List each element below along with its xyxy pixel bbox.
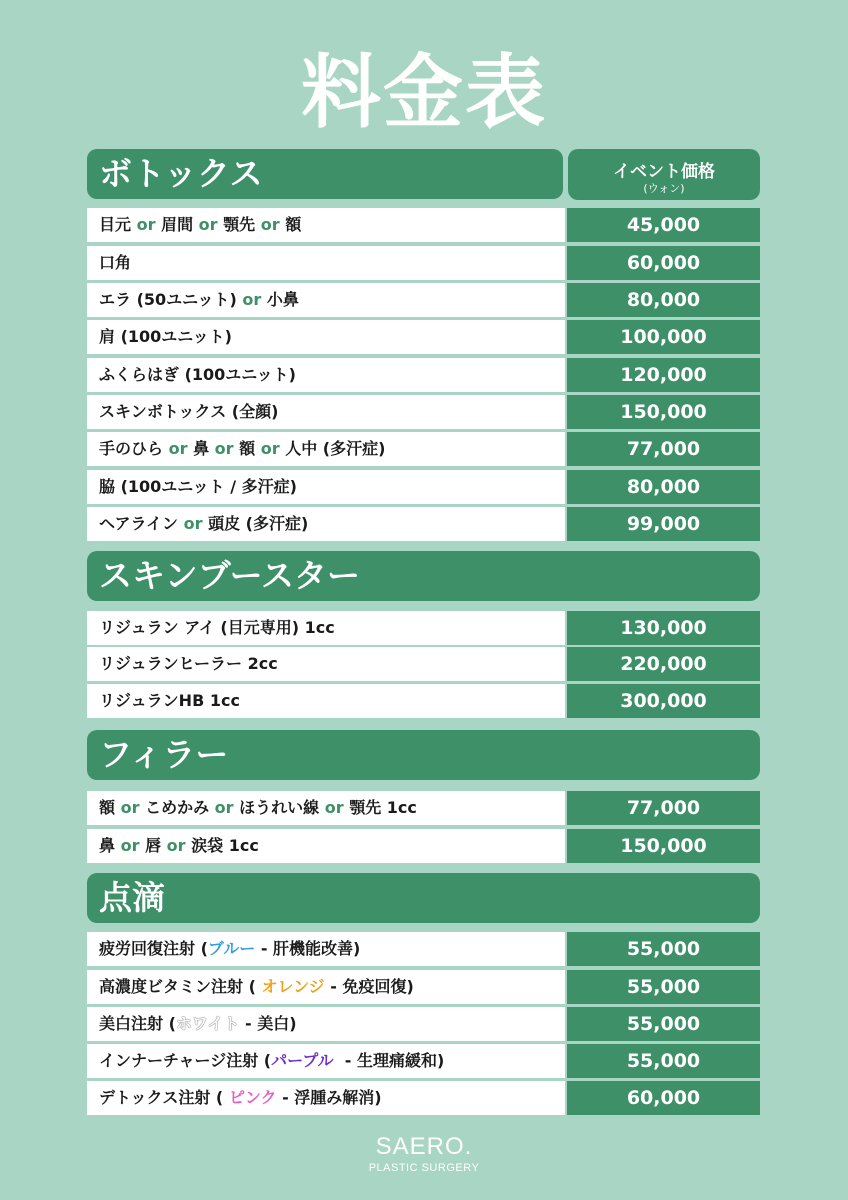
color-word-purple: パープル [271, 1051, 334, 1070]
treatment-name: リジュランヒーラー 2cc [87, 647, 565, 681]
event-price: 80,000 [567, 470, 760, 504]
treatment-name: ヘアライン or 頭皮 (多汗症) [87, 507, 565, 541]
or-separator: or [260, 215, 280, 234]
event-price: 77,000 [567, 791, 760, 825]
table-row [87, 1081, 760, 1115]
table-row [87, 1007, 760, 1041]
event-price: 55,000 [567, 1044, 760, 1078]
table-row [87, 970, 760, 1004]
event-price: 99,000 [567, 507, 760, 541]
table-row [87, 470, 760, 504]
treatment-name: 美白注射 (ホワイト - 美白) [87, 1007, 565, 1041]
or-separator: or [136, 215, 156, 234]
event-price: 150,000 [567, 829, 760, 863]
section-header-botox [87, 149, 563, 199]
table-row [87, 432, 760, 466]
table-row [87, 507, 760, 541]
color-word-white: ホワイト [175, 1014, 240, 1033]
treatment-name: リジュランHB 1cc [87, 684, 565, 718]
treatment-name: 疲労回復注射 (ブルー - 肝機能改善) [87, 932, 565, 966]
or-separator: or [260, 439, 280, 458]
treatment-name: 手のひら or 鼻 or 額 or 人中 (多汗症) [87, 432, 565, 466]
table-row [87, 611, 760, 645]
color-word-blue: ブルー [207, 939, 256, 958]
event-price-header [568, 149, 760, 200]
table-row [87, 684, 760, 718]
or-separator: or [242, 290, 262, 309]
section-header-skin-booster [87, 551, 760, 601]
color-word-orange: オレンジ [261, 977, 325, 996]
section-header-iv-drip [87, 873, 760, 923]
page-title: 料金表 [301, 46, 547, 139]
event-price: 77,000 [567, 432, 760, 466]
event-price: 150,000 [567, 395, 760, 429]
treatment-name: 肩 (100ユニット) [87, 320, 565, 354]
treatment-name: スキンボトックス (全顔) [87, 395, 565, 429]
treatment-name: 口角 [87, 246, 565, 280]
or-separator: or [214, 439, 234, 458]
treatment-name: 高濃度ビタミン注射 ( オレンジ - 免疫回復) [87, 970, 565, 1004]
treatment-name: 額 or こめかみ or ほうれい線 or 顎先 1cc [87, 791, 565, 825]
event-price: 60,000 [567, 1081, 760, 1115]
logo-subtitle: PLASTIC SURGERY [368, 1162, 480, 1174]
treatment-name: 鼻 or 唇 or 涙袋 1cc [87, 829, 565, 863]
or-separator: or [198, 215, 218, 234]
or-separator: or [120, 836, 140, 855]
event-price: 55,000 [567, 1007, 760, 1041]
section-title: ボトックス [99, 154, 263, 193]
event-price: 80,000 [567, 283, 760, 317]
or-separator: or [324, 798, 344, 817]
color-word-pink: ピンク [228, 1088, 277, 1107]
table-row [87, 320, 760, 354]
treatment-name: リジュラン アイ (目元専用) 1cc [87, 611, 565, 645]
table-row [87, 283, 760, 317]
or-separator: or [168, 439, 188, 458]
logo-brand: SAERO. [375, 1133, 473, 1160]
section-title: 点滴 [99, 878, 165, 917]
event-price: 60,000 [567, 246, 760, 280]
treatment-name: 脇 (100ユニット / 多汗症) [87, 470, 565, 504]
event-price: 220,000 [567, 647, 760, 681]
clinic-logo [0, 1133, 848, 1174]
table-row [87, 647, 760, 681]
section-header-filler [87, 730, 760, 780]
table-row [87, 208, 760, 242]
treatment-name: 目元 or 眉間 or 顎先 or 額 [87, 208, 565, 242]
event-price: 45,000 [567, 208, 760, 242]
table-row [87, 829, 760, 863]
table-row [87, 1044, 760, 1078]
or-separator: or [214, 798, 234, 817]
treatment-name: インナーチャージ注射 (パープル - 生理痛緩和) [87, 1044, 565, 1078]
event-price-label: イベント価格 [613, 162, 715, 182]
treatment-name: エラ (50ユニット) or 小鼻 [87, 283, 565, 317]
table-row [87, 358, 760, 392]
treatment-name: デトックス注射 ( ピンク - 浮腫み解消) [87, 1081, 565, 1115]
event-price: 300,000 [567, 684, 760, 718]
or-separator: or [183, 514, 203, 533]
section-title: スキンブースター [99, 556, 361, 595]
table-row [87, 932, 760, 966]
treatment-name: ふくらはぎ (100ユニット) [87, 358, 565, 392]
or-separator: or [166, 836, 186, 855]
event-price: 55,000 [567, 932, 760, 966]
currency-label: (ウォン) [643, 182, 685, 195]
table-row [87, 395, 760, 429]
event-price: 120,000 [567, 358, 760, 392]
event-price: 55,000 [567, 970, 760, 1004]
table-row [87, 791, 760, 825]
event-price: 100,000 [567, 320, 760, 354]
table-row [87, 246, 760, 280]
event-price: 130,000 [567, 611, 760, 645]
section-title: フィラー [99, 735, 229, 774]
or-separator: or [120, 798, 140, 817]
